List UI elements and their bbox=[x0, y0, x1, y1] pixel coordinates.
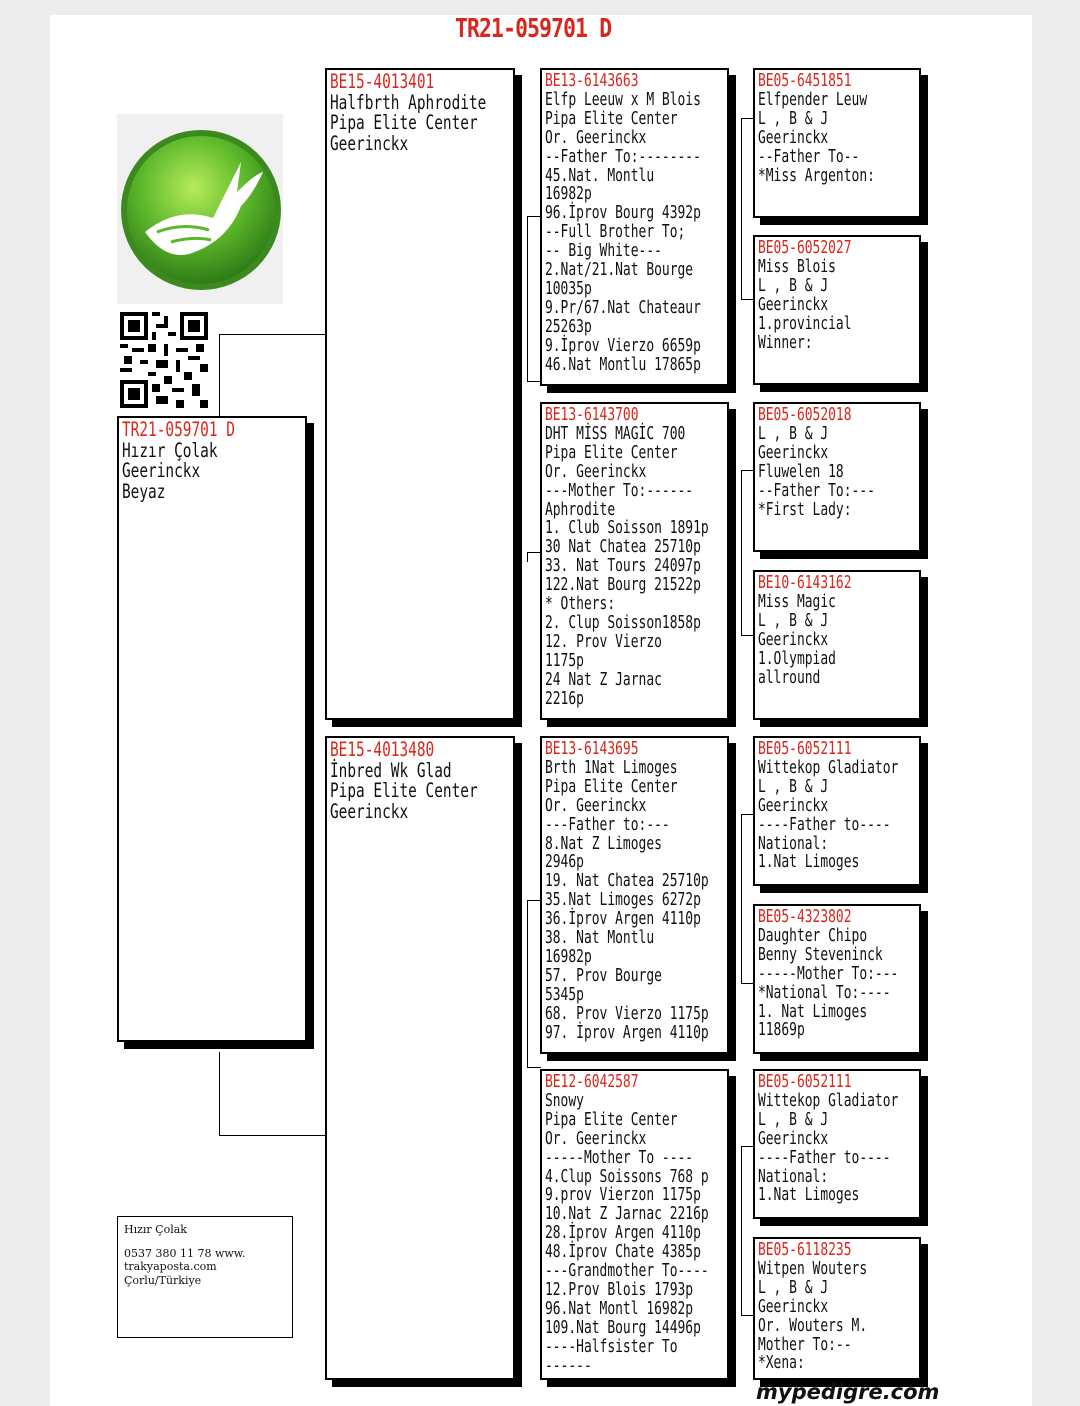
info-line: 9.İprov Vierzo 6659p bbox=[544, 335, 701, 356]
info-line: --Father To:-------- bbox=[544, 146, 701, 167]
info-line: 96.İprov Bourg 4392p bbox=[544, 203, 701, 224]
info-line: Geerinckx bbox=[757, 1128, 829, 1149]
info-line: 9.Pr/67.Nat Chateaur bbox=[544, 297, 701, 318]
great-grandparent-card[interactable] bbox=[753, 68, 921, 218]
info-line: Geerinckx bbox=[757, 127, 829, 148]
info-line: Pipa Elite Center bbox=[329, 779, 478, 803]
info-line: L , B & J bbox=[757, 610, 829, 631]
info-line: 12.Prov Blois 1793p bbox=[544, 1279, 694, 1300]
info-line: Beyaz bbox=[121, 479, 166, 503]
pigeon-text bbox=[755, 738, 921, 872]
dam-card[interactable] bbox=[325, 736, 515, 1380]
pigeon-text bbox=[327, 738, 515, 822]
info-line: Pipa Elite Center bbox=[329, 111, 478, 135]
pigeon-text bbox=[755, 1071, 921, 1205]
info-line: L , B & J bbox=[757, 275, 829, 296]
connector-line bbox=[219, 334, 220, 416]
info-line: DHT MİSS MAGİC 700 bbox=[544, 423, 686, 444]
connector-line bbox=[527, 552, 541, 562]
sire-card[interactable] bbox=[325, 68, 515, 720]
connector-line bbox=[527, 216, 541, 382]
info-line: 2216p bbox=[544, 688, 584, 709]
grandparent-card[interactable] bbox=[540, 68, 729, 386]
info-line: Pipa Elite Center bbox=[544, 108, 678, 129]
info-line: Brth 1Nat Limoges bbox=[544, 757, 678, 778]
info-line: L , B & J bbox=[757, 423, 829, 444]
info-line: 2946p bbox=[544, 852, 584, 873]
connector-line bbox=[219, 334, 325, 335]
contact-line: 0537 380 11 78 www. bbox=[124, 1246, 246, 1260]
site-watermark[interactable]: mypedigre.com bbox=[756, 1380, 940, 1404]
info-line: L , B & J bbox=[757, 776, 829, 797]
info-line: Geerinckx bbox=[329, 131, 409, 155]
info-line: Fluwelen 18 bbox=[757, 461, 844, 482]
great-grandparent-card[interactable] bbox=[753, 570, 921, 720]
info-line: 35.Nat Limoges 6272p bbox=[544, 890, 701, 911]
ring-number: BE05-6052111 bbox=[757, 739, 852, 759]
pigeon-text bbox=[542, 738, 729, 1043]
ring-number: BE15-4013480 bbox=[329, 738, 435, 761]
info-line: 11869p bbox=[757, 1020, 805, 1041]
pigeon-text bbox=[542, 70, 729, 375]
info-line: 10.Nat Z Jarnac 2216p bbox=[544, 1204, 709, 1225]
info-line: 1.Nat Limoges bbox=[757, 852, 860, 873]
info-line: L , B & J bbox=[757, 1109, 829, 1130]
grandparent-card[interactable] bbox=[540, 1069, 729, 1380]
pigeon-text bbox=[755, 237, 921, 352]
info-line: L , B & J bbox=[757, 108, 829, 129]
info-line: 2. Clup Soisson1858p bbox=[544, 612, 701, 633]
info-line: Or. Geerinckx bbox=[544, 795, 647, 816]
info-line: Pipa Elite Center bbox=[544, 1109, 678, 1130]
info-line: Snowy bbox=[544, 1090, 584, 1111]
info-line: Miss Magic bbox=[757, 591, 836, 612]
info-line: Miss Blois bbox=[757, 256, 836, 277]
info-line: Elfp Leeuw x M Blois bbox=[544, 89, 701, 110]
info-line: 1175p bbox=[544, 650, 584, 671]
info-line: 122.Nat Bourg 21522p bbox=[544, 575, 701, 596]
info-line: 19. Nat Chatea 25710p bbox=[544, 871, 709, 892]
info-line: Geerinckx bbox=[329, 799, 409, 823]
info-line: 1.Olympiad bbox=[757, 648, 836, 669]
info-line: 45.Nat. Montlu bbox=[544, 165, 655, 186]
contact-line: trakyaposta.com bbox=[124, 1260, 217, 1273]
info-line: *National To:---- bbox=[757, 982, 891, 1003]
info-line: -- Big White--- bbox=[544, 241, 662, 262]
info-line: *Miss Argenton: bbox=[757, 165, 875, 186]
info-line: Geerinckx bbox=[757, 442, 829, 463]
info-line: Elfpender Leuw bbox=[757, 89, 868, 110]
info-line: Winner: bbox=[757, 332, 813, 353]
info-line: Witpen Wouters bbox=[757, 1258, 868, 1279]
connector-line bbox=[219, 1135, 325, 1136]
info-line: Aphrodite bbox=[544, 499, 616, 520]
info-line: 8.Nat Z Limoges bbox=[544, 833, 662, 854]
info-line: Pipa Elite Center bbox=[544, 776, 678, 797]
info-line: 46.Nat Montlu 17865p bbox=[544, 354, 701, 375]
info-line: 1.provincial bbox=[757, 313, 852, 334]
info-line: Daughter Chipo bbox=[757, 925, 868, 946]
info-line: National: bbox=[757, 833, 829, 854]
info-line: 30 Nat Chatea 25710p bbox=[544, 537, 701, 558]
ring-number: BE05-6451851 bbox=[757, 71, 852, 91]
pigeon-text bbox=[542, 1071, 729, 1376]
info-line: Geerinckx bbox=[757, 795, 829, 816]
ring-number: BE13-6143695 bbox=[544, 739, 639, 759]
info-line: 16982p bbox=[544, 946, 592, 967]
info-line: Geerinckx bbox=[757, 294, 829, 315]
great-grandparent-card[interactable] bbox=[753, 904, 921, 1054]
great-grandparent-card[interactable] bbox=[753, 235, 921, 385]
info-line: -----Mother To ---- bbox=[544, 1147, 694, 1168]
ring-number: BE05-6052018 bbox=[757, 405, 852, 425]
breeder-contact-box bbox=[117, 1216, 293, 1338]
ring-number: BE13-6143663 bbox=[544, 71, 639, 91]
connector-line bbox=[741, 814, 753, 984]
ring-number: TR21-059701 D bbox=[121, 418, 235, 441]
info-line: 25263p bbox=[544, 316, 592, 337]
info-line: ---Mother To:------ bbox=[544, 480, 694, 501]
info-line: Pipa Elite Center bbox=[544, 442, 678, 463]
info-line: Wittekop Gladiator bbox=[757, 1090, 899, 1111]
grandparent-card[interactable] bbox=[540, 736, 729, 1054]
great-grandparent-card[interactable] bbox=[753, 1069, 921, 1219]
grandparent-card[interactable] bbox=[540, 402, 729, 720]
ring-number: BE05-6052027 bbox=[757, 238, 852, 258]
great-grandparent-card[interactable] bbox=[753, 736, 921, 886]
info-line: 1.Nat Limoges bbox=[757, 1185, 860, 1206]
pigeon-text bbox=[542, 404, 729, 709]
info-line: ----Halfsister To bbox=[544, 1336, 678, 1357]
info-line: 4.Clup Soissons 768 p bbox=[544, 1166, 709, 1187]
info-line: -----Mother To:--- bbox=[757, 963, 899, 984]
ring-number: BE05-6052111 bbox=[757, 1072, 852, 1092]
info-line: L , B & J bbox=[757, 1277, 829, 1298]
info-line: Benny Steveninck bbox=[757, 944, 883, 965]
info-line: 57. Prov Bourge bbox=[544, 965, 662, 986]
info-line: 96.Nat Montl 16982p bbox=[544, 1298, 694, 1319]
ring-number: BE05-4323802 bbox=[757, 907, 852, 927]
great-grandparent-card[interactable] bbox=[753, 1237, 921, 1380]
connector-line bbox=[527, 900, 541, 1068]
info-line: ------ bbox=[544, 1355, 592, 1376]
info-line: Hızır Çolak bbox=[121, 438, 218, 462]
connector-line bbox=[741, 470, 753, 636]
info-line: 2.Nat/21.Nat Bourge bbox=[544, 260, 694, 281]
info-line: ----Father to---- bbox=[757, 814, 891, 835]
info-line: 28.İprov Argen 4110p bbox=[544, 1223, 701, 1244]
pigeon-text bbox=[755, 1239, 921, 1373]
pigeon-text bbox=[755, 70, 921, 185]
info-line: Geerinckx bbox=[757, 1296, 829, 1317]
pedigree-title: TR21-059701 D bbox=[455, 14, 612, 44]
contact-line: Çorlu/Türkiye bbox=[124, 1273, 202, 1287]
connector-line bbox=[741, 118, 753, 300]
info-line: 38. Nat Montlu bbox=[544, 928, 655, 949]
dove-logo bbox=[117, 114, 283, 304]
info-line: 68. Prov Vierzo 1175p bbox=[544, 1003, 709, 1024]
info-line: 9.prov Vierzon 1175p bbox=[544, 1185, 701, 1206]
info-line: --Father To:--- bbox=[757, 480, 875, 501]
ring-number: BE10-6143162 bbox=[757, 573, 852, 593]
connector-line bbox=[741, 1146, 753, 1316]
info-line: Geerinckx bbox=[121, 459, 201, 483]
subject-pigeon-card[interactable] bbox=[117, 416, 307, 1042]
ring-number: BE15-4013401 bbox=[329, 70, 435, 93]
pigeon-text bbox=[755, 404, 921, 519]
connector-line bbox=[219, 1052, 220, 1136]
info-line: ----Father to---- bbox=[757, 1147, 891, 1168]
info-line: allround bbox=[757, 667, 821, 688]
info-line: 33. Nat Tours 24097p bbox=[544, 556, 701, 577]
qr-code-icon bbox=[120, 312, 208, 408]
info-line: Wittekop Gladiator bbox=[757, 757, 899, 778]
contact-line bbox=[124, 1237, 286, 1247]
info-line: *Xena: bbox=[757, 1353, 805, 1374]
info-line: National: bbox=[757, 1166, 829, 1187]
info-line: İnbred Wk Glad bbox=[329, 758, 452, 782]
pigeon-text bbox=[755, 572, 921, 687]
info-line: ---Father to:--- bbox=[544, 814, 670, 835]
info-line: 10035p bbox=[544, 278, 592, 299]
info-line: Or. Geerinckx bbox=[544, 461, 647, 482]
info-line: *First Lady: bbox=[757, 499, 852, 520]
ring-number: BE13-6143700 bbox=[544, 405, 639, 425]
info-line: 16982p bbox=[544, 184, 592, 205]
info-line: 5345p bbox=[544, 984, 584, 1005]
info-line: 1. Club Soisson 1891p bbox=[544, 518, 709, 539]
info-line: 1. Nat Limoges bbox=[757, 1001, 868, 1022]
pigeon-text bbox=[327, 70, 515, 154]
pigeon-text bbox=[755, 906, 921, 1040]
info-line: --Full Brother To; bbox=[544, 222, 686, 243]
info-line: Or. Geerinckx bbox=[544, 127, 647, 148]
info-line: Geerinckx bbox=[757, 629, 829, 650]
info-line: --Father To-- bbox=[757, 146, 860, 167]
info-line: 48.İprov Chate 4385p bbox=[544, 1242, 701, 1263]
info-line: * Others: bbox=[544, 594, 616, 615]
info-line: Or. Geerinckx bbox=[544, 1128, 647, 1149]
contact-line: Hızır Çolak bbox=[124, 1223, 187, 1236]
connector-line bbox=[527, 1068, 541, 1069]
info-line: 36.İprov Argen 4110p bbox=[544, 909, 701, 930]
info-line: Halfbrth Aphrodite bbox=[329, 90, 487, 114]
info-line: 109.Nat Bourg 14496p bbox=[544, 1317, 701, 1338]
info-line: Mother To:-- bbox=[757, 1334, 852, 1355]
info-line: 24 Nat Z Jarnac bbox=[544, 669, 662, 690]
info-line: Or. Wouters M. bbox=[757, 1315, 868, 1336]
great-grandparent-card[interactable] bbox=[753, 402, 921, 552]
pigeon-text bbox=[119, 418, 307, 502]
info-line: 97. İprov Argen 4110p bbox=[544, 1022, 709, 1043]
info-line: ---Grandmother To---- bbox=[544, 1261, 709, 1282]
ring-number: BE05-6118235 bbox=[757, 1240, 852, 1260]
info-line: 12. Prov Vierzo bbox=[544, 631, 662, 652]
ring-number: BE12-6042587 bbox=[544, 1072, 639, 1092]
